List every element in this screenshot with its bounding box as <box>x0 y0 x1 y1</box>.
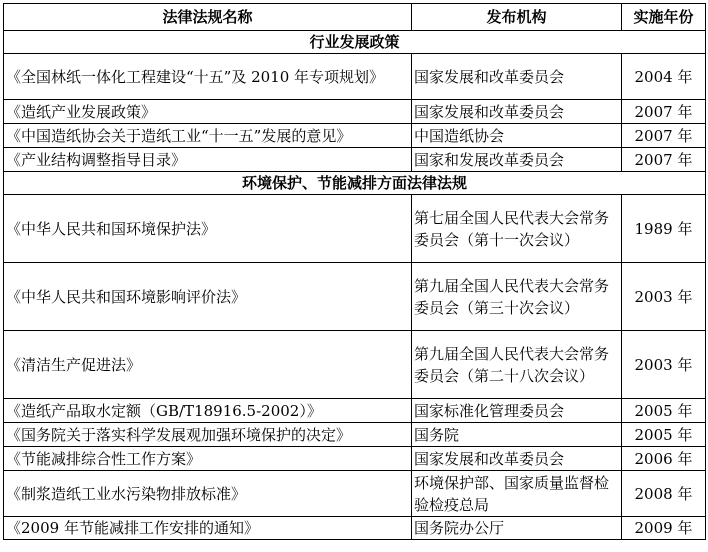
row-org: 国务院 <box>412 423 622 447</box>
row-name: 《全国林纸一体化工程建设“十五”及 2010 年专项规划》 <box>4 54 412 100</box>
row-org: 第七届全国人民代表大会常务委员会（第十一次会议） <box>412 195 622 263</box>
section-title: 环境保护、节能减排方面法律法规 <box>4 172 706 195</box>
header-org: 发布机构 <box>412 4 622 31</box>
table-row <box>4 54 706 100</box>
row-year: 2007 年 <box>622 100 706 124</box>
table-row <box>4 100 706 124</box>
row-year: 2008 年 <box>622 471 706 517</box>
table-row <box>4 124 706 148</box>
row-org: 国家发展和改革委员会 <box>412 54 622 100</box>
row-org: 第九届全国人民代表大会常务委员会（第三十次会议） <box>412 263 622 331</box>
row-name: 《中国造纸协会关于造纸工业“十一五”发展的意见》 <box>4 124 412 148</box>
row-year: 2007 年 <box>622 124 706 148</box>
row-year: 1989 年 <box>622 195 706 263</box>
table-row <box>4 263 706 331</box>
row-year: 2007 年 <box>622 148 706 172</box>
row-org: 中国造纸协会 <box>412 124 622 148</box>
row-name: 《国务院关于落实科学发展观加强环境保护的决定》 <box>4 423 412 447</box>
table-row <box>4 471 706 517</box>
row-year: 2009 年 <box>622 517 706 540</box>
row-name: 《2009 年节能减排工作安排的通知》 <box>4 517 412 540</box>
row-name: 《造纸产业发展政策》 <box>4 100 412 124</box>
row-org: 国家发展和改革委员会 <box>412 100 622 124</box>
row-year: 2003 年 <box>622 331 706 399</box>
row-year: 2003 年 <box>622 263 706 331</box>
table-row <box>4 399 706 423</box>
table-row <box>4 423 706 447</box>
row-name: 《清洁生产促进法》 <box>4 331 412 399</box>
table-row <box>4 195 706 263</box>
row-year: 2005 年 <box>622 399 706 423</box>
table-row <box>4 331 706 399</box>
header-name: 法律法规名称 <box>4 4 412 31</box>
row-org: 国家标准化管理委员会 <box>412 399 622 423</box>
row-org: 国务院办公厅 <box>412 517 622 540</box>
row-org: 国家和发展改革委员会 <box>412 148 622 172</box>
row-org: 环境保护部、国家质量监督检验检疫总局 <box>412 471 622 517</box>
row-name: 《产业结构调整指导目录》 <box>4 148 412 172</box>
table-row <box>4 517 706 540</box>
table-row <box>4 148 706 172</box>
row-name: 《制浆造纸工业水污染物排放标准》 <box>4 471 412 517</box>
row-year: 2005 年 <box>622 423 706 447</box>
row-org: 国家发展和改革委员会 <box>412 447 622 471</box>
section-row <box>4 31 706 54</box>
row-name: 《中华人民共和国环境保护法》 <box>4 195 412 263</box>
regulations-table-container <box>3 3 705 540</box>
regulations-table <box>3 3 706 540</box>
row-name: 《造纸产品取水定额（GB/T18916.5-2002）》 <box>4 399 412 423</box>
row-name: 《节能减排综合性工作方案》 <box>4 447 412 471</box>
row-name: 《中华人民共和国环境影响评价法》 <box>4 263 412 331</box>
table-row <box>4 447 706 471</box>
header-year: 实施年份 <box>622 4 706 31</box>
section-title: 行业发展政策 <box>4 31 706 54</box>
table-header-row <box>4 4 706 31</box>
row-year: 2006 年 <box>622 447 706 471</box>
row-year: 2004 年 <box>622 54 706 100</box>
row-org: 第九届全国人民代表大会常务委员会（第二十八次会议） <box>412 331 622 399</box>
section-row <box>4 172 706 195</box>
